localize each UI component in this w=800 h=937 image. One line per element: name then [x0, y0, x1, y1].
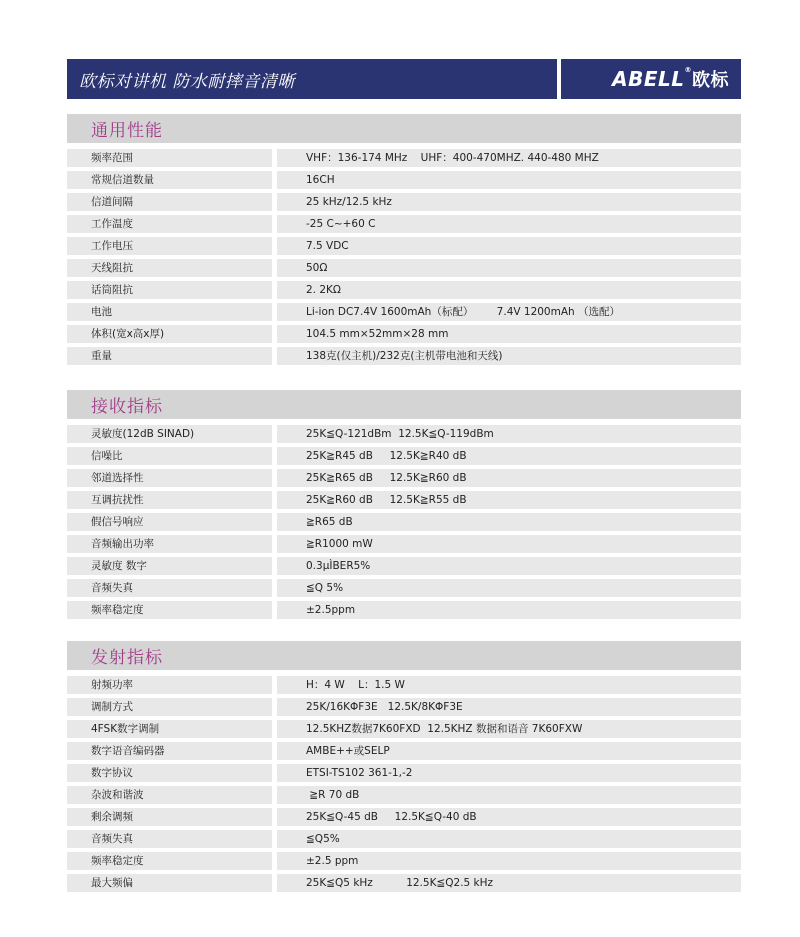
spec-value: ±2.5ppm [277, 601, 741, 619]
header-banner [67, 59, 741, 99]
spec-value: 16CH [277, 171, 741, 189]
spec-label: 话筒阻抗 [67, 281, 272, 299]
brand-logo [561, 59, 741, 99]
spec-label: 4FSK数字调制 [67, 720, 272, 738]
spec-value: ETSI-TS102 361-1,-2 [277, 764, 741, 782]
spec-value: 0.3μÌBER5% [277, 557, 741, 575]
spec-label: 重量 [67, 347, 272, 365]
section-general-performance [67, 114, 741, 369]
spec-value: 138克(仅主机)/232克(主机带电池和天线) [277, 347, 741, 365]
spec-row [67, 535, 741, 553]
section-header [67, 390, 741, 419]
spec-row [67, 491, 741, 509]
header-title-bar [67, 59, 557, 99]
spec-value: ≦Q5% [277, 830, 741, 848]
spec-label: 信道间隔 [67, 193, 272, 211]
spec-value: 25K≧R65 dB 12.5K≧R60 dB [277, 469, 741, 487]
spec-value: ≧R1000 mW [277, 535, 741, 553]
spec-label: 体积(宽x高x厚) [67, 325, 272, 343]
spec-label: 杂波和谐波 [67, 786, 272, 804]
spec-row [67, 852, 741, 870]
spec-value: 25 kHz/12.5 kHz [277, 193, 741, 211]
spec-row [67, 513, 741, 531]
spec-row [67, 720, 741, 738]
spec-label: 音频失真 [67, 579, 272, 597]
spec-value: VHF：136-174 MHz UHF：400-470MHZ. 440-480 MHZ [277, 149, 741, 167]
spec-row [67, 303, 741, 321]
spec-value: 25K≦Q-45 dB 12.5K≦Q-40 dB [277, 808, 741, 826]
spec-row [67, 786, 741, 804]
spec-value: H：4 W L：1.5 W [277, 676, 741, 694]
spec-value: 7.5 VDC [277, 237, 741, 255]
spec-row [67, 447, 741, 465]
spec-row [67, 149, 741, 167]
spec-value: 25K≧R60 dB 12.5K≧R55 dB [277, 491, 741, 509]
spec-label: 互调抗扰性 [67, 491, 272, 509]
spec-row [67, 193, 741, 211]
brand-name: ABELL [612, 67, 685, 91]
spec-value: ≧R 70 dB [277, 786, 741, 804]
section-header [67, 114, 741, 143]
spec-label: 频率稳定度 [67, 852, 272, 870]
spec-label: 天线阻抗 [67, 259, 272, 277]
brand-name-cn: 欧标 [692, 70, 729, 91]
spec-value: AMBE++或SELP [277, 742, 741, 760]
spec-value: 2. 2KΩ [277, 281, 741, 299]
spec-row [67, 171, 741, 189]
spec-row [67, 215, 741, 233]
page-title: 欧标对讲机 防水耐摔音清晰 [79, 71, 295, 92]
spec-row [67, 281, 741, 299]
spec-label: 音频输出功率 [67, 535, 272, 553]
spec-row [67, 874, 741, 892]
section-title: 接收指标 [91, 397, 163, 417]
spec-label: 频率稳定度 [67, 601, 272, 619]
spec-row [67, 579, 741, 597]
spec-row [67, 237, 741, 255]
spec-label: 工作温度 [67, 215, 272, 233]
spec-label: 射频功率 [67, 676, 272, 694]
spec-label: 电池 [67, 303, 272, 321]
spec-row [67, 698, 741, 716]
spec-label: 剩余调频 [67, 808, 272, 826]
spec-row [67, 601, 741, 619]
spec-row [67, 676, 741, 694]
spec-label: 信噪比 [67, 447, 272, 465]
brand-registered-mark: ® [684, 66, 692, 74]
spec-row [67, 830, 741, 848]
spec-row [67, 347, 741, 365]
spec-value: 12.5KHZ数据7K60FXD 12.5KHZ 数据和语音 7K60FXW [277, 720, 741, 738]
spec-row [67, 259, 741, 277]
spec-label: 数字语音编码器 [67, 742, 272, 760]
spec-label: 音频失真 [67, 830, 272, 848]
spec-row [67, 425, 741, 443]
spec-row [67, 742, 741, 760]
spec-row [67, 764, 741, 782]
spec-label: 频率范围 [67, 149, 272, 167]
spec-label: 灵敏度 数字 [67, 557, 272, 575]
spec-value: ≦Q 5% [277, 579, 741, 597]
spec-label: 灵敏度(12dB SINAD) [67, 425, 272, 443]
section-header [67, 641, 741, 670]
spec-label: 调制方式 [67, 698, 272, 716]
spec-value: 25K≧R45 dB 12.5K≧R40 dB [277, 447, 741, 465]
section-receiver-specs [67, 390, 741, 623]
spec-value: 25K≦Q-121dBm 12.5K≦Q-119dBm [277, 425, 741, 443]
spec-value: 104.5 mm×52mm×28 mm [277, 325, 741, 343]
spec-value: ±2.5 ppm [277, 852, 741, 870]
brand-logo-text [612, 66, 729, 92]
spec-row [67, 557, 741, 575]
spec-label: 常规信道数量 [67, 171, 272, 189]
spec-row [67, 469, 741, 487]
spec-value: -25 C~+60 C [277, 215, 741, 233]
spec-value: 25K≦Q5 kHz 12.5K≦Q2.5 kHz [277, 874, 741, 892]
spec-row [67, 325, 741, 343]
spec-label: 邻道选择性 [67, 469, 272, 487]
spec-label: 假信号响应 [67, 513, 272, 531]
section-title: 发射指标 [91, 648, 163, 668]
spec-value: 50Ω [277, 259, 741, 277]
spec-label: 数字协议 [67, 764, 272, 782]
section-transmitter-specs [67, 641, 741, 896]
spec-label: 最大频偏 [67, 874, 272, 892]
section-title: 通用性能 [91, 121, 163, 141]
spec-value: Li-ion DC7.4V 1600mAh（标配） 7.4V 1200mAh （选配） [277, 303, 741, 321]
spec-value: 25K/16KΦF3E 12.5K/8KΦF3E [277, 698, 741, 716]
spec-value: ≧R65 dB [277, 513, 741, 531]
spec-label: 工作电压 [67, 237, 272, 255]
spec-row [67, 808, 741, 826]
